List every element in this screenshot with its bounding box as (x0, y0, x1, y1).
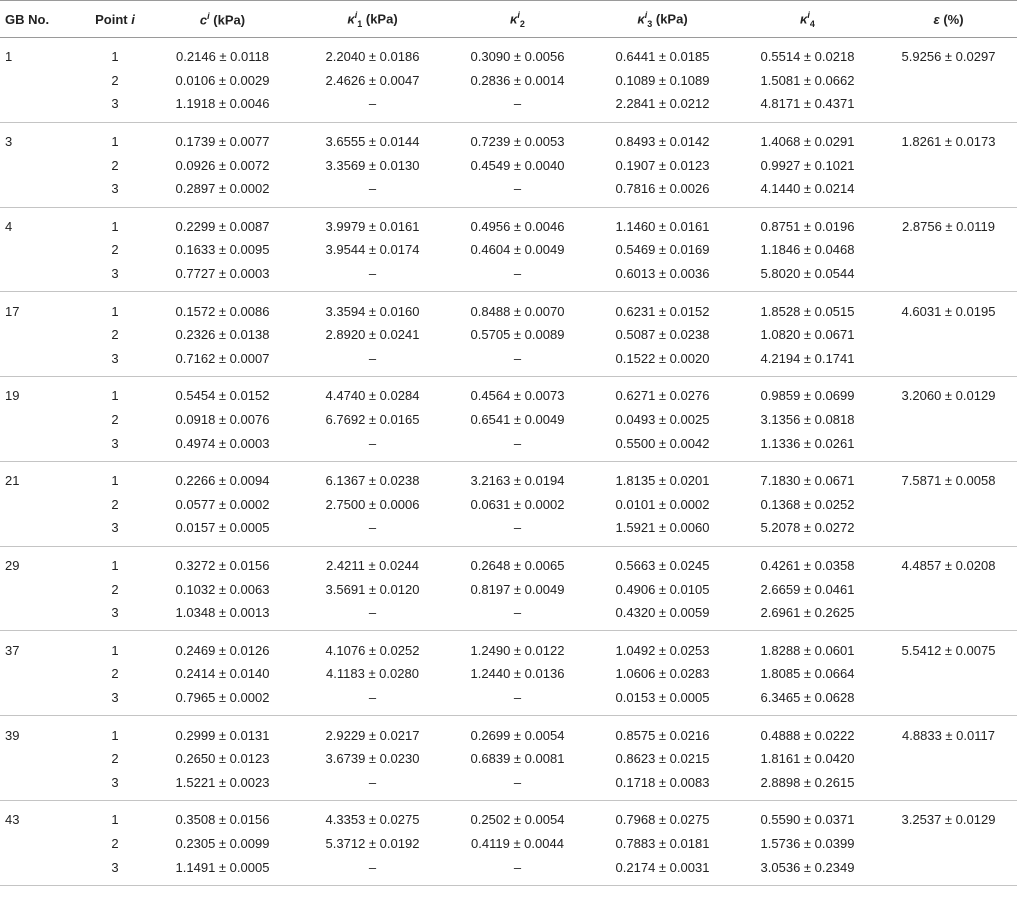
cell-kappa-1: 4.1076 ± 0.0252 (325, 642, 420, 658)
cell-kappa-1: 3.5691 ± 0.0120 (325, 581, 420, 597)
cell-epsilon (880, 408, 1017, 432)
cell-kappa-4: 1.8528 ± 0.0515 (760, 303, 855, 319)
header-kappa-3: $\kappa^i_3$ (kPa) (590, 1, 735, 38)
cell-kappa-3: 0.4320 ± 0.0059 (615, 605, 710, 621)
table-group (0, 207, 1017, 292)
cell-c: 0.0157 ± 0.0005 (175, 520, 270, 536)
cell-kappa-1: – (368, 689, 377, 705)
cell-gb-no (0, 431, 85, 461)
cell-epsilon (880, 601, 1017, 631)
cell-kappa-2: – (513, 435, 522, 451)
table-row (0, 238, 1017, 262)
cell-point: 2 (111, 581, 119, 597)
cell-gb-no: 29 (5, 557, 20, 573)
cell-kappa-3: 0.6231 ± 0.0152 (615, 303, 710, 319)
table-row (0, 408, 1017, 432)
table-group (0, 716, 1017, 801)
table-row (0, 686, 1017, 716)
cell-c: 0.0918 ± 0.0076 (175, 412, 270, 428)
cell-c: 0.2999 ± 0.0131 (175, 727, 270, 743)
table-group (0, 546, 1017, 631)
cell-kappa-4: 1.4068 ± 0.0291 (760, 134, 855, 150)
cell-point: 3 (111, 266, 119, 282)
cell-kappa-1: – (368, 520, 377, 536)
cell-kappa-3: 1.0492 ± 0.0253 (615, 642, 710, 658)
cell-kappa-3: 0.1907 ± 0.0123 (615, 157, 710, 173)
cell-kappa-3: 0.1522 ± 0.0020 (615, 350, 710, 366)
cell-kappa-2: 0.5705 ± 0.0089 (470, 327, 565, 343)
cell-kappa-4: 0.4888 ± 0.0222 (760, 727, 855, 743)
cell-epsilon (880, 177, 1017, 207)
cell-c: 0.0106 ± 0.0029 (175, 72, 270, 88)
cell-c: 0.1032 ± 0.0063 (175, 581, 270, 597)
cell-kappa-2: 0.2699 ± 0.0054 (470, 727, 565, 743)
cell-epsilon (880, 747, 1017, 771)
cell-c: 0.1633 ± 0.0095 (175, 242, 270, 258)
cell-kappa-3: 0.0101 ± 0.0002 (615, 496, 710, 512)
cell-c: 1.0348 ± 0.0013 (175, 605, 270, 621)
cell-epsilon: 2.8756 ± 0.0119 (902, 218, 995, 234)
cell-point: 2 (111, 242, 119, 258)
cell-c: 0.7162 ± 0.0007 (175, 350, 270, 366)
cell-kappa-4: 5.8020 ± 0.0544 (760, 266, 855, 282)
table-row (0, 92, 1017, 122)
table-group (0, 377, 1017, 462)
cell-epsilon: 3.2537 ± 0.0129 (901, 812, 996, 828)
cell-kappa-4: 3.0536 ± 0.2349 (760, 859, 855, 875)
cell-kappa-3: 0.5087 ± 0.0238 (615, 327, 710, 343)
cell-c: 1.5221 ± 0.0023 (175, 774, 270, 790)
cell-c: 1.1918 ± 0.0046 (175, 96, 270, 112)
cell-point: 2 (111, 412, 119, 428)
cell-point: 1 (111, 388, 119, 404)
cell-epsilon (880, 832, 1017, 856)
table-row (0, 516, 1017, 546)
cell-c: 0.3272 ± 0.0156 (175, 557, 270, 573)
cell-c: 0.2469 ± 0.0126 (175, 642, 270, 658)
cell-point: 2 (111, 327, 119, 343)
cell-kappa-2: – (513, 350, 522, 366)
cell-point: 2 (111, 72, 119, 88)
cell-kappa-3: 0.8623 ± 0.0215 (615, 751, 710, 767)
cell-c: 0.2266 ± 0.0094 (175, 473, 270, 489)
cell-kappa-2: 1.2440 ± 0.0136 (470, 666, 565, 682)
header-c: $c^i$ (kPa) (145, 1, 300, 38)
cell-kappa-2: 3.2163 ± 0.0194 (470, 473, 565, 489)
table-row (0, 262, 1017, 292)
cell-epsilon (880, 493, 1017, 517)
cell-point: 3 (111, 859, 119, 875)
table-row (0, 631, 1017, 662)
cell-kappa-4: 0.5514 ± 0.0218 (760, 49, 855, 65)
cell-kappa-1: 3.3569 ± 0.0130 (325, 157, 420, 173)
table-row (0, 747, 1017, 771)
header-kappa-1: $\kappa^i_1$ (kPa) (300, 1, 445, 38)
cell-kappa-2: 0.6541 ± 0.0049 (470, 412, 565, 428)
cell-kappa-2: 0.4604 ± 0.0049 (470, 242, 565, 258)
cell-kappa-4: 1.1846 ± 0.0468 (760, 242, 855, 258)
cell-kappa-4: 0.9859 ± 0.0699 (760, 388, 855, 404)
cell-kappa-3: 1.0606 ± 0.0283 (615, 666, 710, 682)
cell-point: 3 (111, 520, 119, 536)
cell-gb-no: 17 (5, 303, 20, 319)
cell-gb-no (0, 516, 85, 546)
header-point: Point i (85, 1, 145, 38)
cell-point: 1 (111, 642, 119, 658)
cell-kappa-2: – (513, 520, 522, 536)
cell-gb-no: 3 (5, 134, 13, 150)
table-row (0, 601, 1017, 631)
table-row (0, 69, 1017, 93)
table-group (0, 38, 1017, 123)
cell-kappa-4: 0.8751 ± 0.0196 (760, 218, 855, 234)
cell-kappa-3: 0.0493 ± 0.0025 (615, 412, 710, 428)
cell-kappa-3: 0.1718 ± 0.0083 (615, 774, 710, 790)
cell-kappa-3: 0.0153 ± 0.0005 (615, 689, 710, 705)
cell-kappa-4: 1.8161 ± 0.0420 (760, 751, 855, 767)
cell-gb-no (0, 262, 85, 292)
cell-point: 3 (111, 350, 119, 366)
cell-kappa-1: 6.7692 ± 0.0165 (325, 412, 420, 428)
cell-c: 0.7965 ± 0.0002 (175, 689, 270, 705)
cell-point: 2 (111, 496, 119, 512)
cell-kappa-4: 4.1440 ± 0.0214 (760, 181, 855, 197)
cell-kappa-3: 1.5921 ± 0.0060 (615, 520, 710, 536)
cell-kappa-3: 0.6013 ± 0.0036 (615, 266, 710, 282)
cell-gb-no (0, 662, 85, 686)
cell-gb-no (0, 69, 85, 93)
cell-kappa-2: 0.4564 ± 0.0073 (470, 388, 565, 404)
cell-c: 0.2299 ± 0.0087 (175, 218, 270, 234)
cell-kappa-2: 0.2836 ± 0.0014 (470, 72, 565, 88)
cell-gb-no (0, 832, 85, 856)
cell-gb-no: 37 (5, 642, 20, 658)
header-row (0, 1, 1017, 38)
cell-kappa-4: 0.5590 ± 0.0371 (760, 812, 855, 828)
cell-kappa-4: 2.6961 ± 0.2625 (760, 605, 855, 621)
cell-kappa-3: 1.1460 ± 0.0161 (615, 218, 710, 234)
cell-point: 3 (111, 181, 119, 197)
cell-kappa-4: 6.3465 ± 0.0628 (760, 689, 855, 705)
table-row (0, 431, 1017, 461)
cell-point: 1 (111, 303, 119, 319)
cell-kappa-4: 1.8085 ± 0.0664 (760, 666, 855, 682)
cell-c: 0.2414 ± 0.0140 (175, 666, 270, 682)
cell-kappa-4: 1.1336 ± 0.0261 (760, 435, 855, 451)
cell-kappa-3: 0.6441 ± 0.0185 (615, 49, 710, 65)
cell-kappa-1: 4.3353 ± 0.0275 (325, 812, 420, 828)
cell-kappa-2: 0.7239 ± 0.0053 (470, 134, 565, 150)
table-row (0, 38, 1017, 69)
cell-gb-no (0, 153, 85, 177)
table-group (0, 631, 1017, 716)
cell-gb-no: 4 (5, 218, 13, 234)
cell-kappa-1: – (368, 859, 377, 875)
table-row (0, 207, 1017, 238)
cell-kappa-4: 2.8898 ± 0.2615 (760, 774, 855, 790)
cell-gb-no (0, 493, 85, 517)
cell-c: 0.0926 ± 0.0072 (175, 157, 270, 173)
cell-gb-no (0, 347, 85, 377)
table-row (0, 153, 1017, 177)
cell-gb-no: 43 (5, 812, 20, 828)
table-row (0, 347, 1017, 377)
cell-gb-no (0, 323, 85, 347)
table-row (0, 292, 1017, 323)
table-row (0, 122, 1017, 153)
cell-kappa-4: 0.4261 ± 0.0358 (760, 557, 855, 573)
cell-point: 1 (111, 473, 119, 489)
cell-kappa-2: – (513, 605, 522, 621)
cell-kappa-4: 1.5081 ± 0.0662 (760, 72, 855, 88)
cell-kappa-4: 1.8288 ± 0.0601 (760, 642, 855, 658)
cell-kappa-2: 0.3090 ± 0.0056 (470, 49, 565, 65)
cell-point: 3 (111, 774, 119, 790)
cell-point: 2 (111, 157, 119, 173)
cell-kappa-2: – (513, 859, 522, 875)
cell-kappa-3: 0.1089 ± 0.1089 (615, 72, 710, 88)
cell-kappa-2: 0.2648 ± 0.0065 (470, 557, 565, 573)
cell-kappa-1: 2.9229 ± 0.0217 (325, 727, 420, 743)
cell-kappa-1: 2.7500 ± 0.0006 (325, 496, 420, 512)
cell-gb-no: 1 (5, 49, 13, 65)
table-row (0, 546, 1017, 577)
cell-c: 0.4974 ± 0.0003 (175, 435, 270, 451)
cell-epsilon (880, 431, 1017, 461)
cell-kappa-1: – (368, 605, 377, 621)
cell-kappa-2: – (513, 689, 522, 705)
cell-point: 1 (111, 134, 119, 150)
cell-kappa-2: 0.4549 ± 0.0040 (470, 157, 565, 173)
cell-kappa-1: 2.4626 ± 0.0047 (325, 72, 420, 88)
table-row (0, 662, 1017, 686)
cell-epsilon: 7.5871 ± 0.0058 (901, 473, 996, 489)
cell-kappa-3: 0.5500 ± 0.0042 (615, 435, 710, 451)
cell-kappa-4: 2.6659 ± 0.0461 (760, 581, 855, 597)
cell-gb-no: 19 (5, 388, 20, 404)
cell-kappa-4: 1.5736 ± 0.0399 (760, 835, 855, 851)
cell-point: 1 (111, 812, 119, 828)
table-row (0, 461, 1017, 492)
cell-epsilon (880, 238, 1017, 262)
cell-kappa-4: 3.1356 ± 0.0818 (760, 412, 855, 428)
cell-kappa-3: 2.2841 ± 0.0212 (615, 96, 710, 112)
cell-epsilon: 4.6031 ± 0.0195 (901, 303, 996, 319)
cell-kappa-1: 4.1183 ± 0.0280 (326, 666, 419, 682)
table-row (0, 716, 1017, 747)
cell-gb-no (0, 577, 85, 601)
cell-epsilon: 5.5412 ± 0.0075 (901, 642, 996, 658)
cell-epsilon: 5.9256 ± 0.0297 (901, 49, 996, 65)
cell-kappa-1: 3.6739 ± 0.0230 (325, 751, 420, 767)
cell-kappa-2: 0.8197 ± 0.0049 (470, 581, 565, 597)
cell-epsilon (880, 262, 1017, 292)
cell-c: 1.1491 ± 0.0005 (175, 859, 270, 875)
cell-c: 0.2326 ± 0.0138 (175, 327, 270, 343)
cell-kappa-4: 0.9927 ± 0.1021 (760, 157, 855, 173)
cell-epsilon: 1.8261 ± 0.0173 (901, 134, 996, 150)
table-row (0, 770, 1017, 800)
cell-point: 2 (111, 835, 119, 851)
cell-kappa-4: 1.0820 ± 0.0671 (760, 327, 855, 343)
cell-kappa-3: 0.6271 ± 0.0276 (615, 388, 710, 404)
cell-kappa-1: – (368, 96, 377, 112)
cell-kappa-1: 3.3594 ± 0.0160 (325, 303, 420, 319)
table-row (0, 577, 1017, 601)
table-row (0, 177, 1017, 207)
cell-gb-no (0, 747, 85, 771)
cell-point: 1 (111, 218, 119, 234)
cell-kappa-1: 3.9544 ± 0.0174 (325, 242, 420, 258)
cell-point: 3 (111, 689, 119, 705)
cell-kappa-2: 0.8488 ± 0.0070 (470, 303, 565, 319)
cell-point: 1 (111, 557, 119, 573)
cell-kappa-1: – (368, 181, 377, 197)
cell-kappa-3: 0.8493 ± 0.0142 (615, 134, 710, 150)
cell-kappa-1: 4.4740 ± 0.0284 (325, 388, 420, 404)
cell-epsilon (880, 153, 1017, 177)
cell-gb-no (0, 408, 85, 432)
cell-kappa-3: 0.4906 ± 0.0105 (615, 581, 710, 597)
cell-kappa-2: 0.4956 ± 0.0046 (470, 218, 565, 234)
cell-gb-no (0, 177, 85, 207)
cell-point: 2 (111, 751, 119, 767)
cell-gb-no: 21 (5, 473, 20, 489)
cell-kappa-3: 0.2174 ± 0.0031 (615, 859, 710, 875)
table-row (0, 323, 1017, 347)
cell-kappa-1: 5.3712 ± 0.0192 (325, 835, 420, 851)
cell-kappa-1: 2.2040 ± 0.0186 (325, 49, 420, 65)
cell-kappa-1: 3.9979 ± 0.0161 (325, 218, 420, 234)
cell-kappa-2: – (513, 96, 522, 112)
cell-epsilon: 4.4857 ± 0.0208 (901, 557, 996, 573)
cell-kappa-1: – (368, 435, 377, 451)
cell-epsilon (880, 323, 1017, 347)
cell-gb-no (0, 686, 85, 716)
cell-kappa-3: 0.8575 ± 0.0216 (615, 727, 710, 743)
cell-gb-no (0, 238, 85, 262)
header-kappa-2: $\kappa^i_2$ (445, 1, 590, 38)
cell-c: 0.7727 ± 0.0003 (175, 266, 270, 282)
cell-kappa-1: – (368, 350, 377, 366)
table-row (0, 832, 1017, 856)
cell-kappa-3: 0.7883 ± 0.0181 (615, 835, 710, 851)
cell-gb-no: 39 (5, 727, 20, 743)
cell-kappa-1: 3.6555 ± 0.0144 (325, 134, 420, 150)
table-row (0, 493, 1017, 517)
cell-point: 1 (111, 49, 119, 65)
cell-kappa-2: 1.2490 ± 0.0122 (470, 642, 565, 658)
cell-kappa-2: 0.0631 ± 0.0002 (470, 496, 565, 512)
cell-epsilon (880, 686, 1017, 716)
cell-epsilon (880, 662, 1017, 686)
cell-kappa-3: 0.7816 ± 0.0026 (615, 181, 710, 197)
cell-point: 3 (111, 96, 119, 112)
cell-kappa-3: 1.8135 ± 0.0201 (615, 473, 710, 489)
cell-epsilon: 4.8833 ± 0.0117 (902, 727, 995, 743)
cell-kappa-1: 2.8920 ± 0.0241 (325, 327, 420, 343)
cell-point: 1 (111, 727, 119, 743)
cell-epsilon (880, 855, 1017, 885)
table-group (0, 461, 1017, 546)
header-epsilon: ε (%) (880, 1, 1017, 38)
cell-kappa-4: 5.2078 ± 0.0272 (760, 520, 855, 536)
cell-kappa-2: – (513, 774, 522, 790)
cell-kappa-2: 0.2502 ± 0.0054 (470, 812, 565, 828)
cell-kappa-3: 0.7968 ± 0.0275 (615, 812, 710, 828)
cell-c: 0.0577 ± 0.0002 (175, 496, 270, 512)
cell-gb-no (0, 770, 85, 800)
cell-point: 3 (111, 435, 119, 451)
cell-kappa-1: – (368, 774, 377, 790)
cell-c: 0.2897 ± 0.0002 (175, 181, 270, 197)
cell-kappa-4: 4.8171 ± 0.4371 (760, 96, 855, 112)
cell-c: 0.1739 ± 0.0077 (175, 134, 270, 150)
cell-kappa-1: 2.4211 ± 0.0244 (326, 557, 419, 573)
cell-kappa-4: 4.2194 ± 0.1741 (760, 350, 855, 366)
table-group (0, 292, 1017, 377)
table-row (0, 855, 1017, 885)
cell-epsilon (880, 347, 1017, 377)
cell-gb-no (0, 855, 85, 885)
cell-kappa-2: 0.6839 ± 0.0081 (470, 751, 565, 767)
cell-c: 0.2650 ± 0.0123 (175, 751, 270, 767)
cell-point: 3 (111, 605, 119, 621)
header-kappa-4: $\kappa^i_4$ (735, 1, 880, 38)
cell-epsilon (880, 69, 1017, 93)
cell-epsilon (880, 770, 1017, 800)
cell-c: 0.2305 ± 0.0099 (175, 835, 270, 851)
cell-kappa-4: 0.1368 ± 0.0252 (760, 496, 855, 512)
cell-epsilon (880, 577, 1017, 601)
cell-c: 0.1572 ± 0.0086 (175, 303, 270, 319)
cell-point: 2 (111, 666, 119, 682)
cell-kappa-3: 0.5469 ± 0.0169 (615, 242, 710, 258)
cell-kappa-2: – (513, 266, 522, 282)
cell-c: 0.3508 ± 0.0156 (175, 812, 270, 828)
table-group (0, 122, 1017, 207)
cell-c: 0.2146 ± 0.0118 (176, 49, 269, 65)
cell-gb-no (0, 601, 85, 631)
cell-kappa-4: 7.1830 ± 0.0671 (760, 473, 855, 489)
cell-kappa-2: 0.4119 ± 0.0044 (471, 835, 564, 851)
cell-gb-no (0, 92, 85, 122)
cell-kappa-2: – (513, 181, 522, 197)
cell-kappa-1: 6.1367 ± 0.0238 (325, 473, 420, 489)
cell-c: 0.5454 ± 0.0152 (175, 388, 270, 404)
table-group (0, 801, 1017, 886)
table-row (0, 377, 1017, 408)
cell-epsilon (880, 92, 1017, 122)
cell-epsilon: 3.2060 ± 0.0129 (901, 388, 996, 404)
cell-kappa-1: – (368, 266, 377, 282)
table-row (0, 801, 1017, 832)
cell-kappa-3: 0.5663 ± 0.0245 (615, 557, 710, 573)
header-gb-no: GB No. (0, 1, 85, 38)
cell-epsilon (880, 516, 1017, 546)
